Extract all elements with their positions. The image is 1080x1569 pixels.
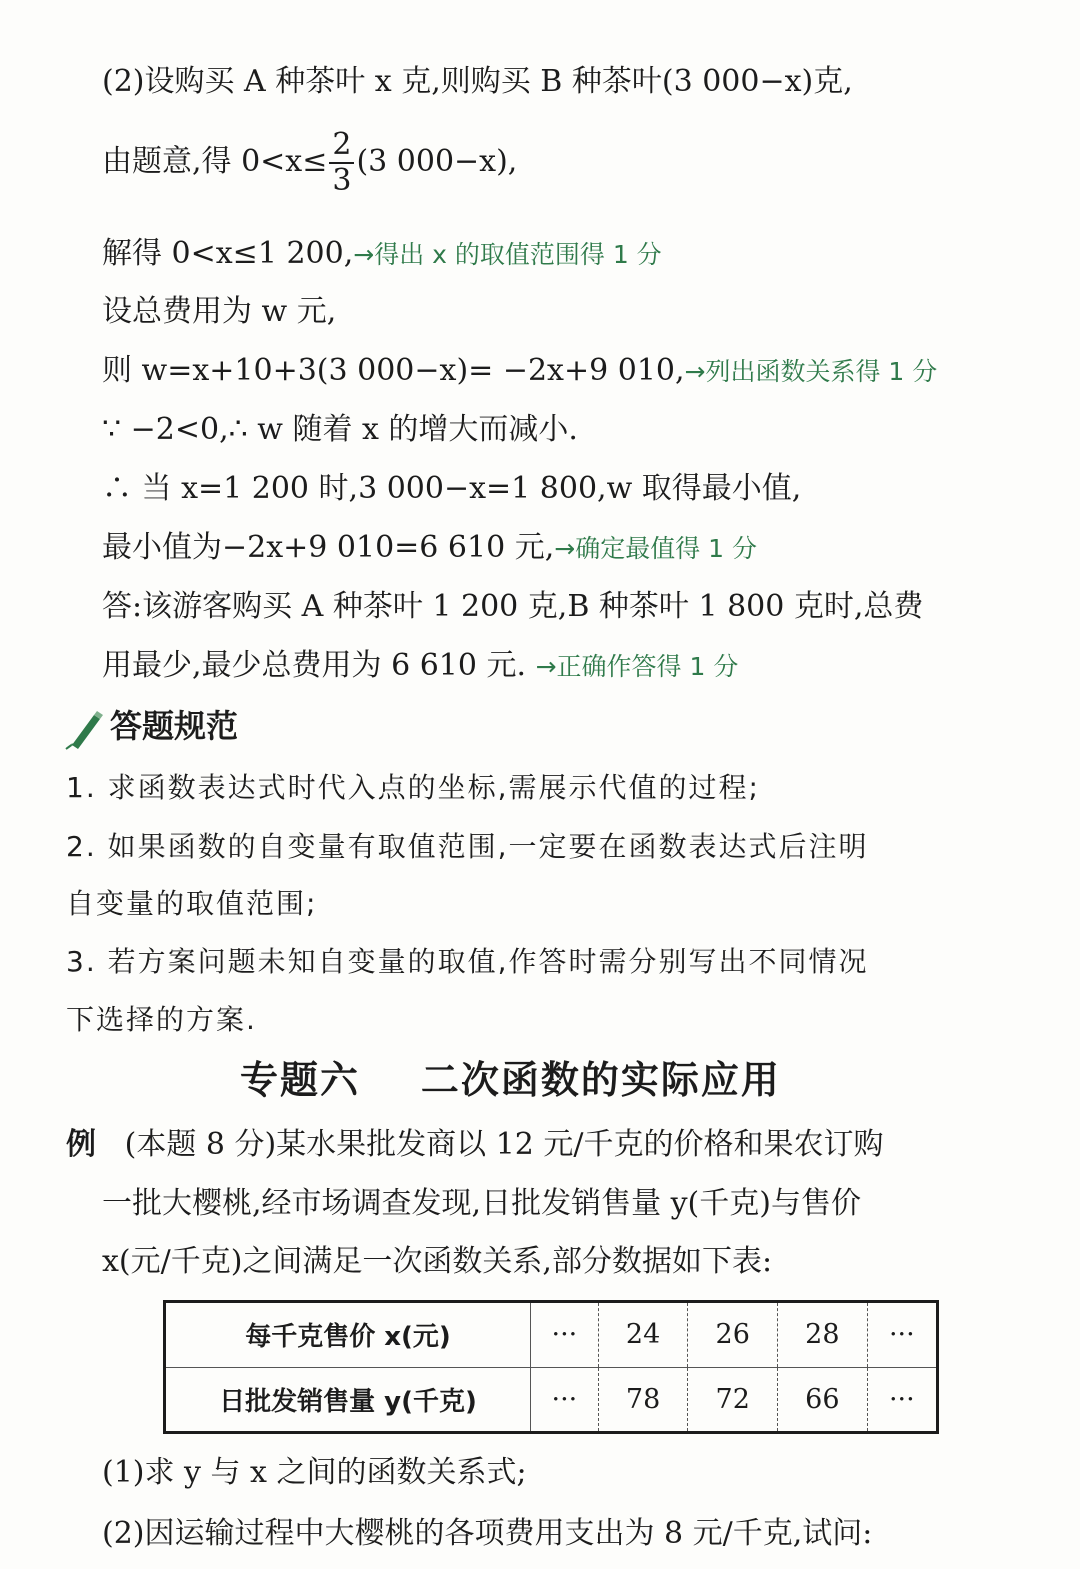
table-cell: ··· <box>867 1302 937 1368</box>
solution-line-5 <box>102 351 937 392</box>
spec-rule-3b: 下选择的方案. <box>66 1003 257 1036</box>
example-label: 例 <box>66 1127 96 1162</box>
spec-rule-2a: 2. 如果函数的自变量有取值范围,一定要在函数表达式后注明 <box>66 830 869 863</box>
solution-line-1: (2)设购买 A 种茶叶 x 克,则购买 B 种茶叶(3 000−x)克, <box>102 64 853 99</box>
table-row <box>165 1367 938 1433</box>
scoring-note-1: →得出 x 的取值范围得 1 分 <box>353 240 662 269</box>
solution-line-2-pre: 由题意,得 0<x≤ <box>102 144 328 179</box>
solution-line-2-post: (3 000−x), <box>356 144 518 179</box>
question-1: (1)求 y 与 x 之间的函数关系式; <box>102 1455 527 1490</box>
example-line-2: 一批大樱桃,经市场调查发现,日批发销售量 y(千克)与售价 <box>102 1186 861 1221</box>
table-cell: ··· <box>867 1367 937 1433</box>
solution-line-8 <box>102 528 757 569</box>
pencil-icon <box>64 707 110 751</box>
spec-rule-3a: 3. 若方案问题未知自变量的取值,作答时需分别写出不同情况 <box>66 945 869 978</box>
solution-line-2 <box>102 128 517 198</box>
question-2: (2)因运输过程中大樱桃的各项费用支出为 8 元/千克,试问: <box>102 1516 873 1551</box>
topic-title: 专题六 二次函数的实际应用 <box>240 1058 781 1102</box>
fraction-numerator: 2 <box>329 128 354 164</box>
solution-line-8-text: 最小值为−2x+9 010=6 610 元, <box>102 530 555 565</box>
scoring-note-3: →确定最值得 1 分 <box>554 534 758 563</box>
fraction <box>329 128 354 198</box>
solution-line-3 <box>102 234 662 275</box>
table-cell: ··· <box>531 1302 599 1368</box>
table-cell: 66 <box>778 1367 868 1433</box>
table-row-header-price: 每千克售价 x(元) <box>165 1302 531 1368</box>
table-cell: 72 <box>688 1367 778 1433</box>
table-cell: 24 <box>598 1302 688 1368</box>
solution-line-10 <box>102 646 738 687</box>
spec-rule-2b: 自变量的取值范围; <box>66 887 318 920</box>
scoring-note-4: →正确作答得 1 分 <box>535 652 739 681</box>
table-row-header-volume: 日批发销售量 y(千克) <box>165 1367 531 1433</box>
table-cell: ··· <box>531 1367 599 1433</box>
solution-line-5-text: 则 w=x+10+3(3 000−x)= −2x+9 010, <box>102 353 685 388</box>
table-cell: 78 <box>598 1367 688 1433</box>
spec-rule-1: 1. 求函数表达式时代入点的坐标,需展示代值的过程; <box>66 771 760 804</box>
table-cell: 28 <box>778 1302 868 1368</box>
spec-heading-text: 答题规范 <box>110 707 239 745</box>
solution-line-9: 答:该游客购买 A 种茶叶 1 200 克,B 种茶叶 1 800 克时,总费 <box>102 589 924 624</box>
spec-heading <box>64 706 238 751</box>
scoring-note-2: →列出函数关系得 1 分 <box>684 357 938 386</box>
solution-line-4: 设总费用为 w 元, <box>102 294 337 329</box>
example-line-1-text: (本题 8 分)某水果批发商以 12 元/千克的价格和果农订购 <box>124 1127 884 1162</box>
example-line-3: x(元/千克)之间满足一次函数关系,部分数据如下表: <box>102 1244 773 1279</box>
solution-line-10-text: 用最少,最少总费用为 6 610 元. <box>102 648 527 683</box>
solution-line-3-text: 解得 0<x≤1 200, <box>102 236 354 271</box>
example-line-1 <box>66 1125 884 1165</box>
fraction-denominator: 3 <box>332 163 352 198</box>
solution-line-6: ∵ −2<0,∴ w 随着 x 的增大而减小. <box>102 412 578 447</box>
data-table <box>163 1300 939 1434</box>
solution-line-7: ∴ 当 x=1 200 时,3 000−x=1 800,w 取得最小值, <box>102 471 802 506</box>
table-row <box>165 1302 938 1368</box>
table-cell: 26 <box>688 1302 778 1368</box>
